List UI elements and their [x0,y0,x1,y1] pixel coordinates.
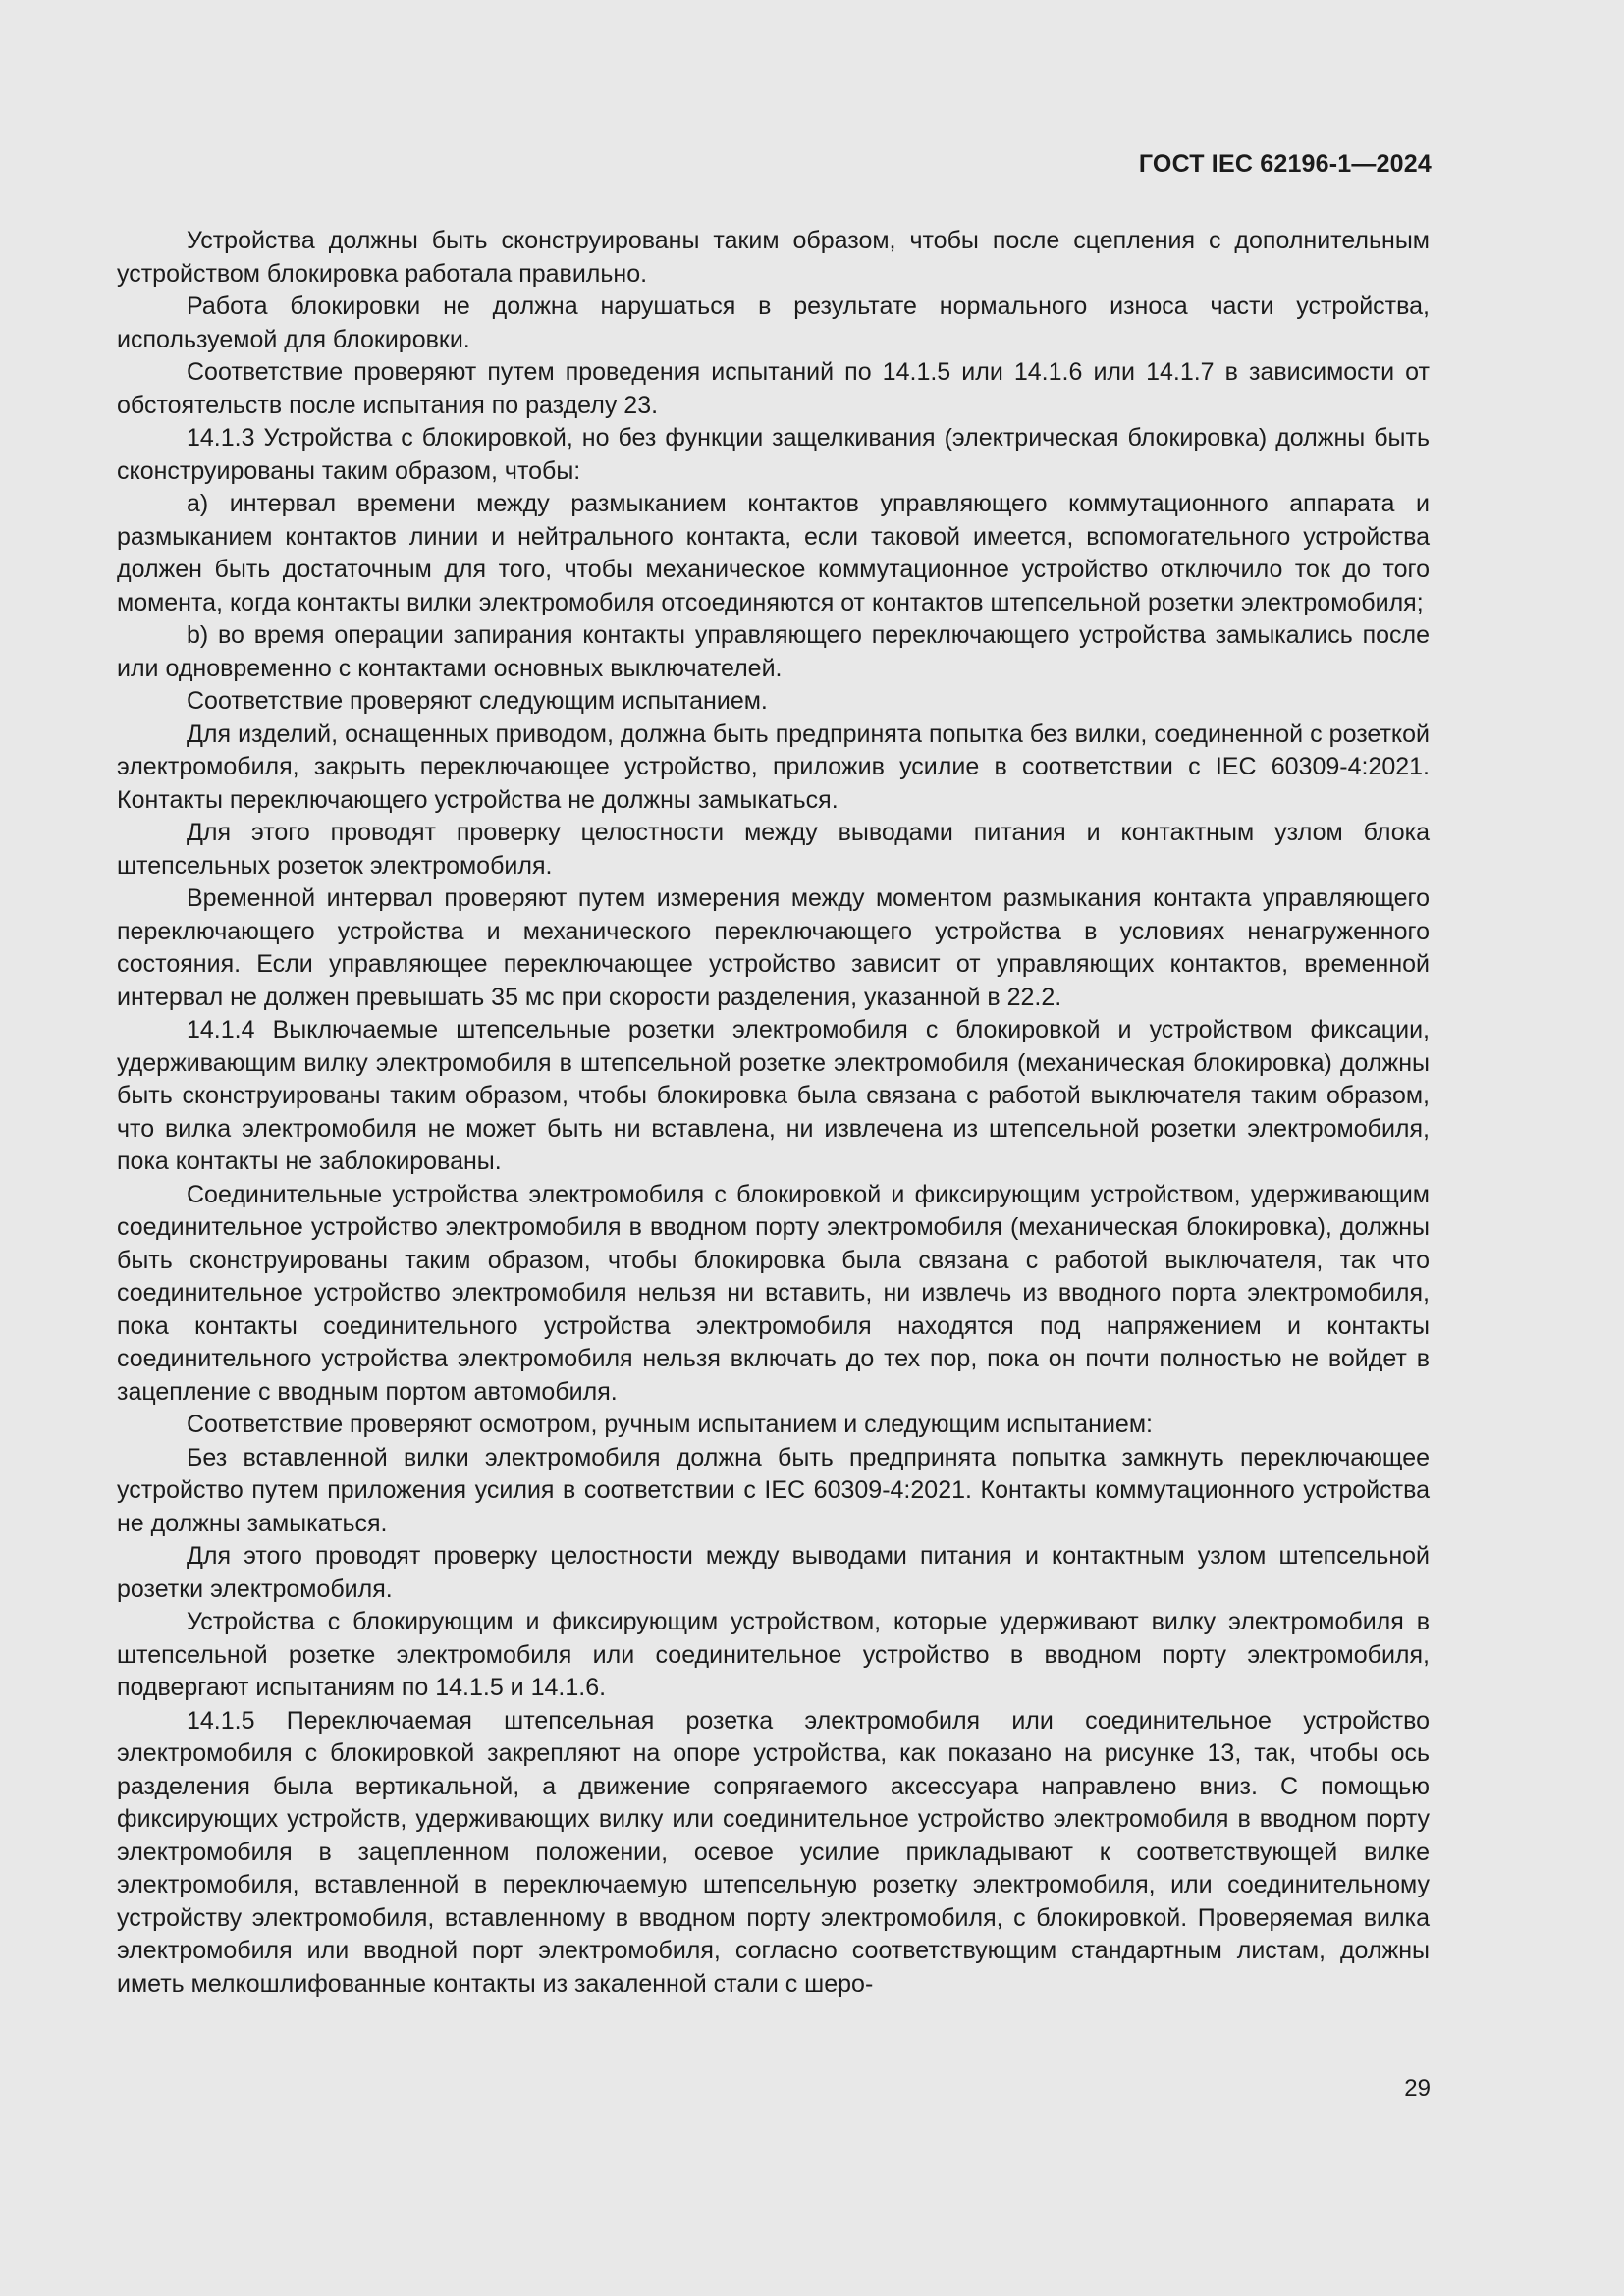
paragraph: 14.1.3 Устройства с блокировкой, но без функции защелкивания (электрическая блокировка) должны быть сконструированы таким образом, чтобы: [117,424,1430,485]
paragraph: b) во время операции запирания контакты управляющего переключающего устройства замыкались после или одновременно с контактами основных выключателей. [117,621,1430,682]
paragraph: Соответствие проверяют осмотром, ручным испытанием и следующим испытанием: [187,1411,1153,1438]
page-number: 29 [1404,2075,1431,2102]
paragraph: 14.1.5 Переключаемая штепсельная розетка электромобиля или соединительное устройство электромобиля с блокировкой закрепляют на опоре устройства, как показано на рисунке 13, так, чтобы ось разделения была вертикальной, а движение сопрягаемого аксессуара направлено вниз. С помощью фиксирующих устройств, удерживающих вилку или соединительное устройство электромобиля в вводном порту электромобиля в зацепленном положении, осевое усилие прикладывают к соответствующей вилке электромобиля, вставленной в переключаемую штепсельную розетку электромобиля, или соединительному устройству электромобиля, вставленному в вводном порту электромобиля, с блокировкой. Проверяемая вилка электромобиля или вводной порт электромобиля, согласно соответствующим стандартным листам, должны иметь мелкошлифованные контакты из закаленной стали с шеро- [117,1706,1430,1998]
paragraph: Временной интервал проверяют путем измерения между моментом размыкания контакта управляющего переключающего устройства и механического переключающего устройства в условиях ненагруженного состояния. Если управляющее переключающее устройство зависит от управляющих контактов, временной интервал не должен превышать 35 мс при скорости разделения, указанной в 22.2. [117,884,1430,1011]
paragraph: Работа блокировки не должна нарушаться в результате нормального износа части устройства, используемой для блокировки. [117,293,1430,353]
paragraph: Соединительные устройства электромобиля с блокировкой и фиксирующим устройством, удерживающим соединительное устройство электромобиля в вводном порту электромобиля (механическая блокировка), должны быть сконструированы таким образом, чтобы блокировка была связана с работой выключателя, так что соединительное устройство электромобиля нельзя ни вставить, ни извлечь из вводного порта электромобиля, пока контакты соединительного устройства электромобиля находятся под напряжением и контакты соединительного устройства электромобиля нельзя включать до тех пор, пока он почти полностью не войдет в зацепление с вводным портом автомобиля. [117,1180,1430,1406]
paragraph: Соответствие проверяют путем проведения испытаний по 14.1.5 или 14.1.6 или 14.1.7 в зависимости от обстоятельств после испытания по разделу 23. [117,358,1430,419]
paragraph: a) интервал времени между размыканием контактов управляющего коммутационного аппарата и размыканием контактов линии и нейтрального контакта, если таковой имеется, вспомогательного устройства должен быть достаточным для того, чтобы механическое коммутационное устройство отключило ток до того момента, когда контакты вилки электромобиля отсоединяются от контактов штепсельной розетки электромобиля; [117,490,1430,616]
paragraph: Для этого проводят проверку целостности между выводами питания и контактным узлом блока штепсельных розеток электромобиля. [117,819,1430,880]
paragraph: Соответствие проверяют следующим испытанием. [187,687,768,715]
standard-header: ГОСТ IEC 62196-1—2024 [1138,150,1432,178]
paragraph: Устройства должны быть сконструированы таким образом, чтобы после сцепления с дополнительным устройством блокировка работала правильно. [117,227,1430,288]
paragraph: Без вставленной вилки электромобиля должна быть предпринята попытка замкнуть переключающее устройство путем приложения усилия в соответствии с IEC 60309-4:2021. Контакты коммутационного устройства не должны замыкаться. [117,1443,1430,1537]
body-text [117,225,1430,2001]
paragraph: Для этого проводят проверку целостности между выводами питания и контактным узлом штепсельной розетки электромобиля. [117,1542,1430,1603]
paragraph: Для изделий, оснащенных приводом, должна быть предпринята попытка без вилки, соединенной с розеткой электромобиля, закрыть переключающее устройство, приложив усилие в соответствии с IEC 60309-4:2021. Контакты переключающего устройства не должны замыкаться. [117,720,1430,814]
paragraph: Устройства с блокирующим и фиксирующим устройством, которые удерживают вилку электромобиля в штепсельной розетке электромобиля или соединительное устройство в вводном порту электромобиля, подвергают испытаниям по 14.1.5 и 14.1.6. [117,1608,1430,1701]
paragraph: 14.1.4 Выключаемые штепсельные розетки электромобиля с блокировкой и устройством фиксации, удерживающим вилку электромобиля в штепсельной розетке электромобиля (механическая блокировка) должны быть сконструированы таким образом, чтобы блокировка была связана с работой выключателя таким образом, что вилка электромобиля не может быть ни вставлена, ни извлечена из штепсельной розетки электромобиля, пока контакты не заблокированы. [117,1016,1430,1175]
